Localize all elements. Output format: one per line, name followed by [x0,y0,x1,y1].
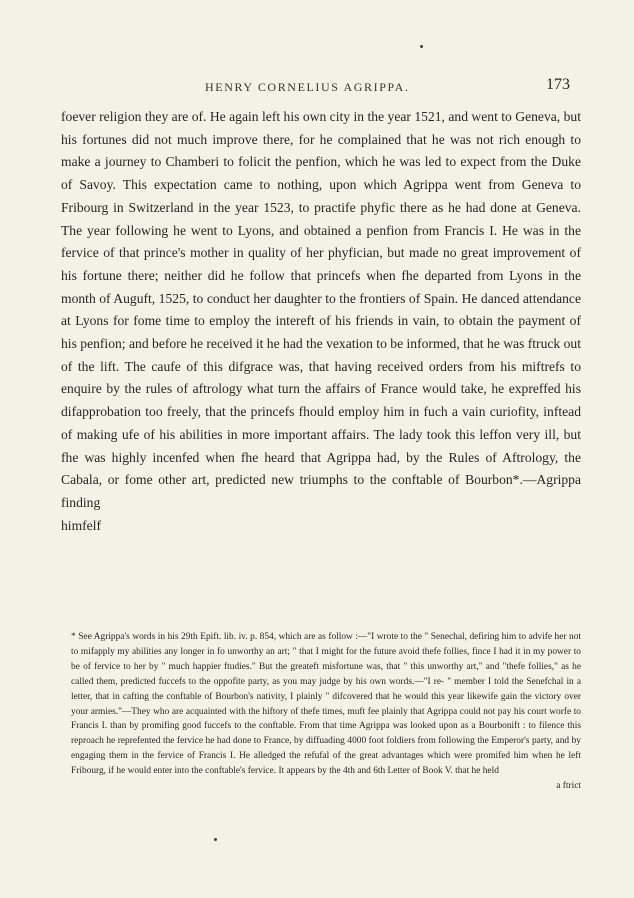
footnote [61,630,581,794]
page-number: 173 [546,76,570,93]
body-catchword: himfelf [61,517,102,533]
paper-speck [214,838,217,841]
footnote-catchword: a ftrict [556,781,581,792]
running-head [0,74,634,98]
body-paragraph: foever religion they are of. He again left his own city in the year 1521, and went to Geneva, but his fortunes did not much improve there, for he complained that he was not rich enough to make a journey to Chamberi to folicit the penfion, which he was led to expect from the Duke of Savoy. This expectation came to nothing, upon which Agrippa went from Geneva to Fribourg in Switzerland in the year 1523, to practife phyfic there as he had done at Geneva. The year following he went to Lyons, and obtained a penfion from Francis I. He was in the fervice of that prince's mother in quality of her phyfician, but made no great improvement of his fortune there; neither did he follow that princefs when fhe departed from Lyons in the month of Auguft, 1525, to conduct her daughter to the frontiers of Spain. He danced attendance at Lyons for fome time to employ the intereft of his friends in vain, to obtain the payment of his penfion; and before he received it he had the vexation to be informed, that he was ftruck out of the lift. The caufe of this difgrace was, that having received orders from his miftrefs to enquire by the rules of aftrology what turn the affairs of France would take, he expreffed his difapprobation too freely, that the princefs fhould employ him in fuch a vain curiofity, inftead of making ufe of his abilities in more important affairs. The lady took this leffon very ill, but fhe was highly incenfed when fhe heard that Agrippa had, by the Rules of Aftrology, the Cabala, or fome other art, predicted new triumphs to the conftable of Bourbon*.—Agrippa finding [61,109,581,510]
running-title: HENRY CORNELIUS AGRIPPA. [205,80,410,94]
footnote-paragraph: * See Agrippa's words in his 29th Epift. lib. iv. p. 854, which are as follow :—"I wrote to the " Senechal, defiring him to advife her not to mifapply my abilities any longer in fo unworthy an art; " that I might for the future avoid thefe follies, fince I had it in my power to be of fervice to her by " much happier ftudies." But the greateft misfortune was, that " this unworthy art," and "thefe follies," as he called them, predicted fuccefs to the oppofite party, as you may judge by his own words.—"I re- " member I told the Senefchal in a letter, that in cafting the conftable of Bourbon's nativity, I plainly " difcovered that he would this year likewife gain the victory over your armies."—They who are acquainted with the hiftory of thefe times, muft fee plainly that Agrippa could not pay his court worfe to Francis I. than by promifing good fuccefs to the conftable. From that time Agrippa was looked upon as a Bourbonift : to filence this reproach he reprefented the fervice he had done to France, by diffuading 4000 foot foldiers from following the Emperor's party, and by engaging them in the fervice of Francis I. He alledged the refufal of the great advantages which were promifed him when he left Fribourg, if he would enter into the conftable's fervice. It appears by the 4th and 6th Letter of Book V. that he held [71,632,581,777]
body-text [61,106,581,537]
paper-speck [420,45,423,48]
